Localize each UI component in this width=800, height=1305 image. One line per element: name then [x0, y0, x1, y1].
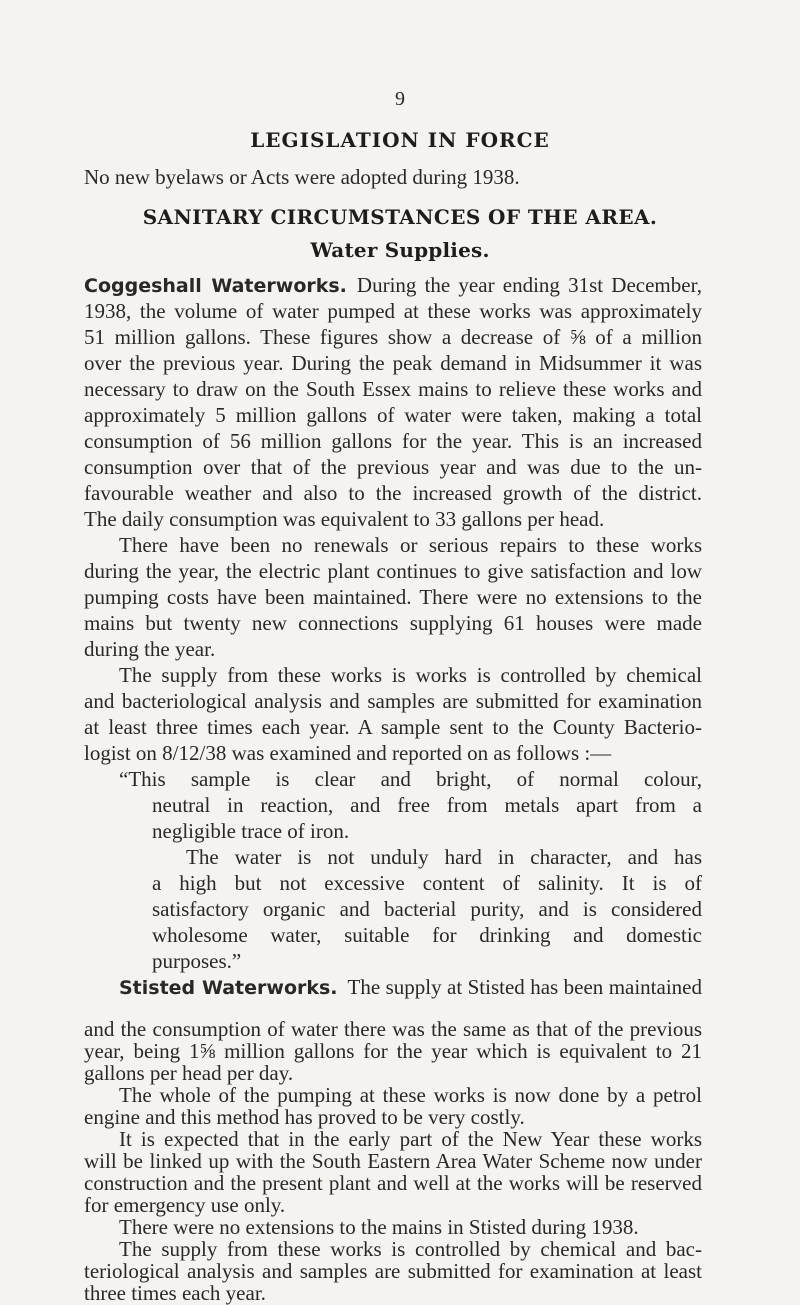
stisted-subheading: Stisted Waterworks.	[119, 977, 338, 999]
coggeshall-line: 1938, the volume of water pumped at these works was approximately	[84, 299, 702, 323]
stisted-first-line	[119, 974, 702, 1001]
coggeshall-line: over the previous year. During the peak demand in Midsummer it was	[84, 351, 702, 375]
coggeshall-first-line	[84, 272, 702, 299]
stisted-line: and the consumption of water there was the same as that of the previous	[84, 1017, 702, 1041]
quote-line: purposes.”	[152, 949, 242, 973]
stisted-line: The supply at Stisted has been maintained	[347, 975, 702, 999]
coggeshall-line: during the year.	[84, 637, 216, 661]
stisted-line: will be linked up with the South Eastern Area Water Scheme now under	[84, 1149, 702, 1173]
quote-line: neutral in reaction, and free from metals apart from a	[152, 793, 702, 817]
coggeshall-subheading: Coggeshall Waterworks.	[84, 275, 347, 297]
stisted-line: for emergency use only.	[84, 1193, 286, 1217]
legislation-text: No new byelaws or Acts were adopted during 1938.	[84, 165, 520, 189]
coggeshall-line: during the year, the electric plant continues to give satisfaction and low	[84, 559, 702, 583]
coggeshall-line: favourable weather and also to the increased growth of the district.	[84, 481, 702, 505]
quote-line: a high but not excessive content of salinity. It is of	[152, 871, 702, 895]
quote-line: “This sample is clear and bright, of normal colour,	[119, 767, 702, 791]
coggeshall-line: The daily consumption was equivalent to 33 gallons per head.	[84, 507, 605, 531]
stisted-line: three times each year.	[84, 1281, 266, 1305]
stisted-line: construction and the present plant and well at the works will be reserved	[84, 1171, 702, 1195]
stisted-line: engine and this method has proved to be very costly.	[84, 1105, 525, 1129]
stisted-line: The whole of the pumping at these works is now done by a petrol	[119, 1083, 702, 1107]
stisted-line: year, being 1⅝ million gallons for the year which is equivalent to 21	[84, 1039, 702, 1063]
coggeshall-line: 51 million gallons. These figures show a decrease of ⅝ of a million	[84, 325, 702, 349]
water-supplies-heading: Water Supplies.	[310, 238, 490, 262]
quote-line: negligible trace of iron.	[152, 819, 350, 843]
coggeshall-line: and bacteriological analysis and samples are submitted for examination	[84, 689, 702, 713]
quote-line: wholesome water, suitable for drinking and domestic	[152, 923, 702, 947]
legislation-heading: LEGISLATION IN FORCE	[250, 128, 550, 152]
quote-line: satisfactory organic and bacterial purity, and is considered	[152, 897, 702, 921]
coggeshall-line: There have been no renewals or serious repairs to these works	[119, 533, 702, 557]
coggeshall-line: During the year ending 31st December,	[356, 273, 702, 297]
coggeshall-line: logist on 8/12/38 was examined and reported on as follows :—	[84, 741, 612, 765]
coggeshall-line: necessary to draw on the South Essex mains to relieve these works and	[84, 377, 702, 401]
page-number: 9	[395, 88, 405, 110]
sanitary-heading: SANITARY CIRCUMSTANCES OF THE AREA.	[142, 205, 658, 229]
coggeshall-line: mains but twenty new connections supplying 61 houses were made	[84, 611, 702, 635]
stisted-line: It is expected that in the early part of the New Year these works	[119, 1127, 702, 1151]
stisted-line: There were no extensions to the mains in Stisted during 1938.	[119, 1215, 639, 1239]
coggeshall-line: at least three times each year. A sample sent to the County Bacterio-	[84, 715, 702, 739]
stisted-line: gallons per head per day.	[84, 1061, 294, 1085]
stisted-line: teriological analysis and samples are submitted for examination at least	[84, 1259, 702, 1283]
coggeshall-line: consumption of 56 million gallons for the year. This is an increased	[84, 429, 702, 453]
coggeshall-line: The supply from these works is works is controlled by chemical	[119, 663, 702, 687]
coggeshall-line: approximately 5 million gallons of water were taken, making a total	[84, 403, 702, 427]
stisted-line: The supply from these works is controlled by chemical and bac-	[119, 1237, 702, 1261]
coggeshall-line: consumption over that of the previous year and was due to the un-	[84, 455, 702, 479]
quote-line: The water is not unduly hard in character, and has	[186, 845, 702, 869]
coggeshall-line: pumping costs have been maintained. There were no extensions to the	[84, 585, 702, 609]
